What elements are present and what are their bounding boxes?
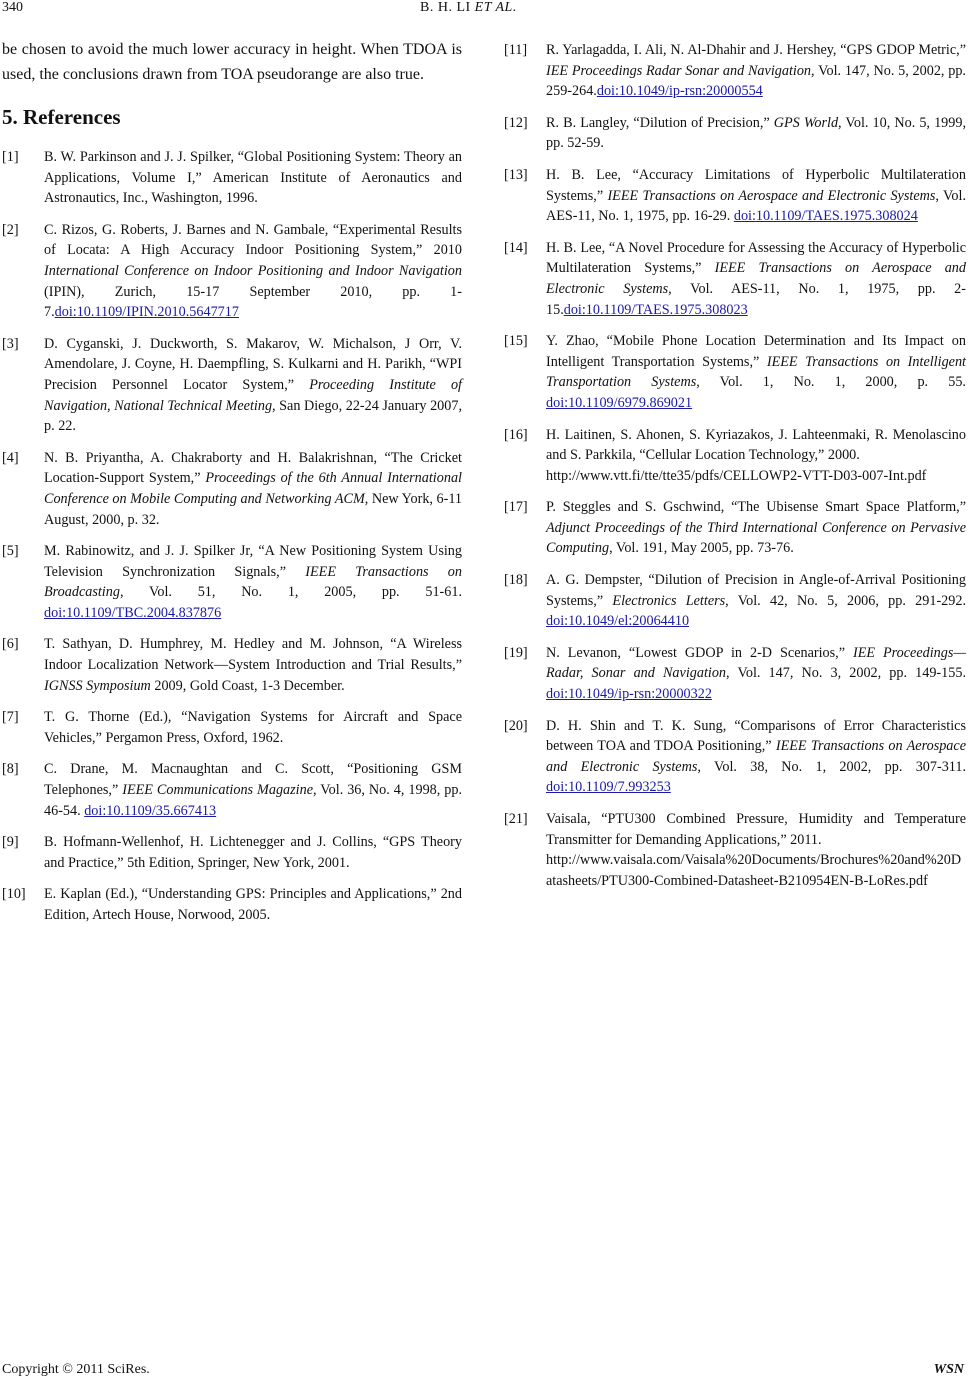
reference-item xyxy=(2,707,462,748)
reference-venue: IEE Proceedings Radar Sonar and Navigation xyxy=(546,62,812,79)
reference-text xyxy=(44,220,462,323)
reference-authors-title: D. Cyganski, J. Duckworth, S. Makarov, W. Michalson, J Orr, V. Amendolare, J. Coyne, H. Daempfling, S. Kulkarni and H. Parikh, “WPI Precision Personnel Locator System,” xyxy=(44,335,462,393)
reference-number: [20] xyxy=(504,717,528,734)
reference-details: , Vol. 147, No. 3, 2002, pp. 149-155. xyxy=(726,665,966,682)
reference-venue: IGNSS Symposium xyxy=(44,677,151,694)
reference-venue: IEEE Transactions on Intelligent Transportation Systems xyxy=(546,353,966,391)
reference-authors-title: T. G. Thorne (Ed.), “Navigation Systems for Aircraft and Space Vehicles,” Pergamon Press, Oxford, 1962. xyxy=(44,709,462,746)
reference-authors-title: M. Rabinowitz, and J. J. Spilker Jr, “A New Positioning System Using Television Synchronization Signals,” xyxy=(44,543,462,580)
reference-number: [8] xyxy=(2,761,19,778)
left-column xyxy=(2,38,462,937)
reference-venue: IEEE Transactions on Broadcasting xyxy=(44,563,462,601)
doi-link[interactable]: doi:10.1049/ip-rsn:20000554 xyxy=(596,83,763,100)
reference-text xyxy=(546,809,966,891)
reference-authors-title: R. B. Langley, “Dilution of Precision,” xyxy=(546,114,774,131)
reference-venue: GPS World xyxy=(773,114,839,131)
reference-item xyxy=(2,634,462,696)
reference-number: [15] xyxy=(504,333,528,350)
reference-details: , Vol. 147, No. 5, 2002, pp. 259-264. xyxy=(546,62,966,100)
doi-link[interactable]: doi:10.1109/7.993253 xyxy=(546,779,671,796)
intro-paragraph: be chosen to avoid the much lower accuracy in height. When TDOA is used, the conclusions drawn from TOA pseudorange are also true. xyxy=(2,41,462,83)
doi-link[interactable]: doi:10.1109/TBC.2004.837876 xyxy=(44,604,222,621)
reference-text xyxy=(546,40,966,102)
footer-copyright: Copyright © 2011 SciRes. xyxy=(2,1362,150,1377)
reference-text xyxy=(546,331,966,413)
reference-details: , Vol. 191, May 2005, pp. 73-76. xyxy=(609,540,794,557)
reference-authors-title: T. Sathyan, D. Humphrey, M. Hedley and M. Johnson, “A Wireless Indoor Localization Network—System Introduction and Trial Results,” xyxy=(44,636,462,674)
reference-authors-title: A. G. Dempster, “Dilution of Precision in Angle-of-Arrival Positioning Systems,” xyxy=(546,572,966,609)
running-head-et-al: ET AL. xyxy=(474,0,517,15)
reference-text xyxy=(44,759,462,821)
reference-number: [6] xyxy=(2,636,19,653)
reference-details: (IPIN), Zurich, 15-17 September 2010, pp. 1-7. xyxy=(44,283,462,321)
right-column xyxy=(504,40,966,902)
reference-authors-title: H. B. Lee, “Accuracy Limitations of Hyperbolic Multilateration Systems,” xyxy=(546,166,966,204)
reference-number: [17] xyxy=(504,499,528,516)
reference-number: [1] xyxy=(2,149,19,165)
reference-text xyxy=(546,497,966,559)
reference-text xyxy=(44,541,462,623)
reference-item xyxy=(2,541,462,623)
reference-details: , Vol. 1, No. 1, 2000, p. 55. xyxy=(696,374,966,391)
reference-number: [16] xyxy=(504,426,528,443)
reference-item xyxy=(2,334,462,437)
reference-venue: Proceedings of the 6th Annual International Conference on Mobile Computing and Networking ACM xyxy=(44,470,462,507)
page-number: 340 xyxy=(2,0,23,15)
reference-venue: IEEE Transactions on Aerospace and Electronic Systems xyxy=(546,260,966,297)
reference-authors-title: R. Yarlagadda, I. Ali, N. Al-Dhahir and J. Hershey, “GPS GDOP Metric,” xyxy=(546,42,966,58)
reference-item xyxy=(504,238,966,320)
reference-text xyxy=(44,832,462,873)
reference-number: [4] xyxy=(2,449,19,466)
reference-venue: International Conference on Indoor Positioning and Indoor Navigation xyxy=(44,262,462,279)
reference-number: [7] xyxy=(2,709,19,726)
reference-details: , Vol. AES-11, No. 1, 1975, pp. 2-15. xyxy=(546,280,966,318)
reference-authors-title: H. B. Lee, “A Novel Procedure for Assessing the Accuracy of Hyperbolic Multilateration Systems,” xyxy=(546,239,966,277)
reference-details: , San Diego, 22-24 January 2007, p. 22. xyxy=(44,397,462,435)
reference-authors-title: C. Rizos, G. Roberts, J. Barnes and N. Gambale, “Experimental Results of Locata: A High Accuracy Indoor Positioning System,” 2010 xyxy=(44,221,462,259)
reference-item xyxy=(504,40,966,102)
reference-authors-title: H. Laitinen, S. Ahonen, S. Kyriazakos, J. Lahteenmaki, R. Menolascino and S. Parkkila, “Cellular Location Technology,” 2000. xyxy=(546,426,966,464)
reference-list-left xyxy=(2,147,462,926)
reference-item xyxy=(2,884,462,925)
running-head-author: B. H. LI xyxy=(420,0,471,15)
reference-item xyxy=(2,220,462,323)
reference-text xyxy=(44,147,462,209)
doi-link[interactable]: doi:10.1109/35.667413 xyxy=(84,802,217,819)
reference-text xyxy=(44,634,462,696)
reference-details: , New York, 6-11 August, 2000, p. 32. xyxy=(44,490,462,528)
reference-number: [19] xyxy=(504,644,528,661)
doi-link[interactable]: doi:10.1109/IPIN.2010.5647717 xyxy=(54,304,239,321)
reference-item xyxy=(504,809,966,891)
reference-number: [2] xyxy=(2,221,19,238)
reference-details: , Vol. 51, No. 1, 2005, pp. 51-61. xyxy=(119,584,462,601)
reference-authors-title: E. Kaplan (Ed.), “Understanding GPS: Principles and Applications,” 2nd Edition, Artech House, Norwood, 2005. xyxy=(44,886,462,923)
footer-journal: WSN xyxy=(933,1362,964,1377)
doi-link[interactable]: doi:10.1049/el:20064410 xyxy=(546,613,690,630)
running-head xyxy=(420,0,517,16)
reference-details: , Vol. 36, No. 4, 1998, pp. 46-54. xyxy=(44,782,462,819)
reference-number: [21] xyxy=(504,811,528,827)
reference-authors-title: B. Hofmann-Wellenhof, H. Lichtenegger and J. Collins, “GPS Theory and Practice,” 5th Edition, Springer, New York, 2001. xyxy=(44,834,462,871)
doi-link[interactable]: doi:10.1049/ip-rsn:20000322 xyxy=(546,686,712,703)
reference-text xyxy=(44,448,462,530)
reference-item xyxy=(504,165,966,227)
reference-item xyxy=(504,570,966,632)
reference-number: [13] xyxy=(504,166,528,183)
reference-number: [14] xyxy=(504,239,528,256)
reference-list-right xyxy=(504,40,966,891)
reference-venue: IEEE Transactions on Aerospace and Electronic Systems xyxy=(546,738,966,775)
reference-item xyxy=(504,716,966,798)
reference-venue: Electronics Letters xyxy=(612,592,726,609)
reference-authors-title: D. H. Shin and T. K. Sung, “Comparisons of Error Characteristics between TOA and TDOA Positioning,” xyxy=(546,717,966,755)
reference-item xyxy=(504,643,966,705)
reference-authors-title: P. Steggles and S. Gschwind, “The Ubisense Smart Space Platform,” xyxy=(546,499,966,516)
reference-text xyxy=(546,570,966,632)
reference-number: [5] xyxy=(2,543,19,560)
reference-text xyxy=(546,165,966,227)
reference-number: [18] xyxy=(504,572,528,589)
reference-number: [10] xyxy=(2,886,26,903)
reference-number: [12] xyxy=(504,114,528,131)
reference-details: 2009, Gold Coast, 1-3 December. xyxy=(150,677,345,694)
reference-item xyxy=(504,331,966,413)
reference-item xyxy=(504,425,966,487)
reference-authors-title: B. W. Parkinson and J. J. Spilker, “Global Positioning System: Theory an Applications, Volume I,” American Institute of Aeronautics and Astronautics, Inc., Washington, 1996. xyxy=(44,149,462,207)
reference-url: http://www.vtt.fi/tte/tte35/pdfs/CELLOWP2-VTT-D03-007-Int.pdf xyxy=(546,467,927,484)
reference-number: [11] xyxy=(504,42,528,58)
reference-item xyxy=(2,759,462,821)
reference-number: [9] xyxy=(2,834,19,851)
reference-text xyxy=(546,113,966,154)
reference-text xyxy=(44,707,462,748)
reference-text xyxy=(546,425,966,487)
reference-authors-title: Y. Zhao, “Mobile Phone Location Determination and Its Impact on Intelligent Transportation Systems,” xyxy=(546,333,966,370)
reference-item xyxy=(2,832,462,873)
reference-text xyxy=(546,643,966,705)
reference-text xyxy=(44,884,462,925)
reference-item xyxy=(504,113,966,154)
section-title: 5. References xyxy=(2,105,121,129)
reference-venue: IEE Proceedings—Radar, Sonar and Navigation xyxy=(546,644,966,682)
reference-item xyxy=(2,147,462,209)
reference-details: , Vol. 10, No. 5, 1999, pp. 52-59. xyxy=(546,114,966,152)
reference-text xyxy=(546,716,966,798)
reference-authors-title: N. B. Priyantha, A. Chakraborty and H. Balakrishnan, “The Cricket Location-Support System,” xyxy=(44,449,462,487)
reference-venue: IEEE Transactions on Aerospace and Electronic Systems xyxy=(607,187,936,204)
reference-number: [3] xyxy=(2,335,19,352)
reference-authors-title: N. Levanon, “Lowest GDOP in 2-D Scenarios,” xyxy=(546,644,853,661)
reference-url: http://www.vaisala.com/Vaisala%20Documents/Brochures%20and%20Datasheets/PTU300-Combined-Datasheet-B210954EN-B-LoRes.pdf xyxy=(546,852,962,889)
reference-details: , Vol. 42, No. 5, 2006, pp. 291-292. xyxy=(725,592,966,609)
reference-item xyxy=(504,497,966,559)
reference-authors-title: C. Drane, M. Macnaughtan and C. Scott, “Positioning GSM Telephones,” xyxy=(44,761,462,799)
reference-text xyxy=(546,238,966,320)
reference-details: , Vol. 38, No. 1, 2002, pp. 307-311. xyxy=(697,758,967,775)
reference-venue: Adjunct Proceedings of the Third International Conference on Pervasive Computing xyxy=(546,519,966,557)
reference-venue: IEEE Communications Magazine xyxy=(122,782,313,799)
reference-authors-title: Vaisala, “PTU300 Combined Pressure, Humidity and Temperature Transmitter for Demanding Applications,” 2011. xyxy=(546,811,966,848)
reference-text xyxy=(44,334,462,437)
doi-link[interactable]: doi:10.1109/TAES.1975.308023 xyxy=(563,301,748,318)
reference-item xyxy=(2,448,462,530)
reference-venue: Proceeding Institute of Navigation, National Technical Meeting xyxy=(44,376,463,414)
doi-link[interactable]: doi:10.1109/6979.869021 xyxy=(546,394,693,411)
doi-link[interactable]: doi:10.1109/TAES.1975.308024 xyxy=(733,208,918,225)
reference-details: , Vol. AES-11, No. 1, 1975, pp. 16-29. xyxy=(546,187,966,225)
